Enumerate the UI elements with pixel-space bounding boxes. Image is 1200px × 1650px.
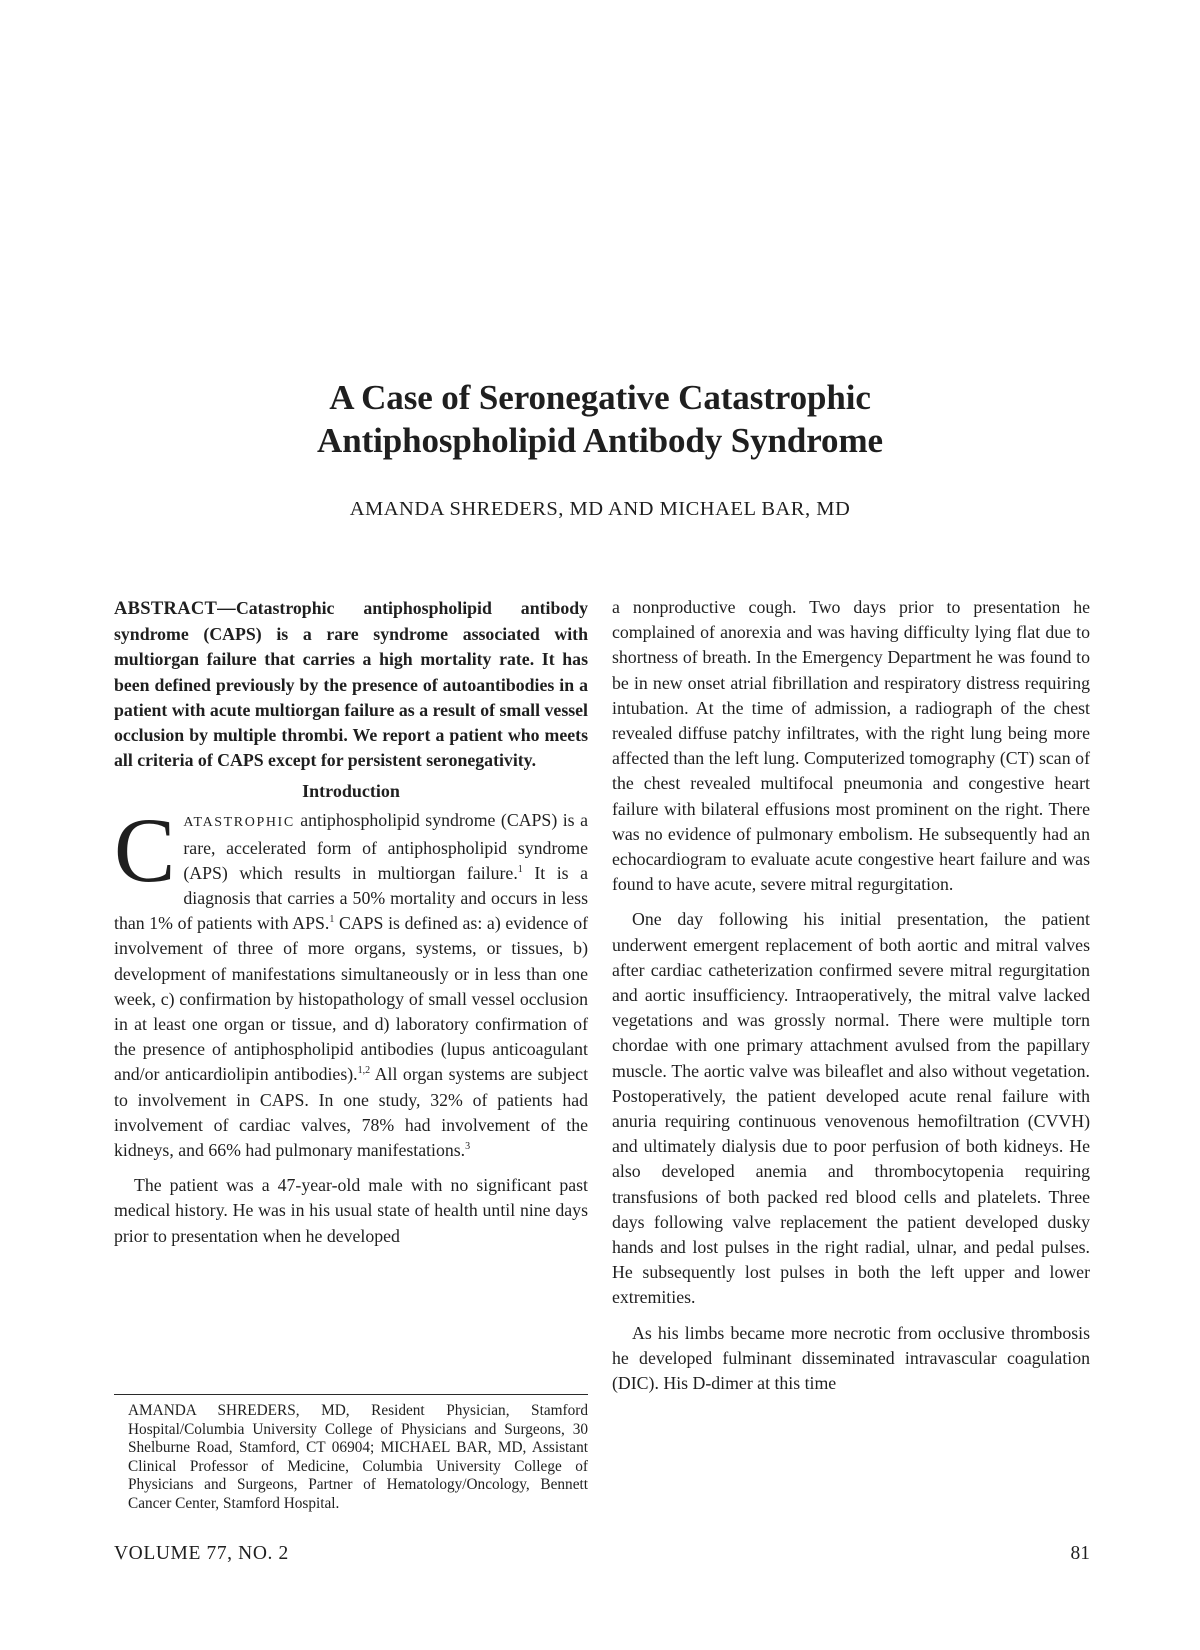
- left-column: [114, 596, 588, 1249]
- abstract-text: Catastrophic antiphospholipid antibody syndrome (CAPS) is a rare syndrome associated with multiorgan failure that carries a high mortality rate. It has been defined previously by the presence of autoantibodies in a patient with acute multiorgan failure as a result of small vessel occlusion by multiple thrombi. We report a patient who meets all criteria of CAPS except for persistent seronegativity.: [114, 598, 588, 771]
- citation-ref: 1,2: [357, 1065, 371, 1077]
- introduction-heading: Introduction: [302, 781, 400, 802]
- case-paragraph-2: One day following his initial presentation, the patient underwent emergent replacement of both aortic and mitral valves after cardiac catheterization confirmed severe mitral regurgitation and aortic insufficiency. Intraoperatively, the mitral valve lacked vegetations and was grossly normal. There were multiple torn chordae with one primary attachment avulsed from the papillary muscle. The aortic valve was bileaflet and also without vegetation. Postoperatively, the patient developed acute renal failure with anuria requiring continuous venovenous hemofiltration (CVVH) and ultimately dialysis due to poor perfusion of both kidneys. He also developed anemia and thrombocytopenia requiring transfusions of both packed red blood cells and platelets. Three days following valve replacement the patient developed dusky hands and lost pulses in the right radial, ulnar, and pedal pulses. He subsequently lost pulses in both the left upper and lower extremities.: [612, 909, 1090, 1308]
- introduction-paragraph-1: [114, 799, 589, 1163]
- right-column: [612, 595, 1090, 1396]
- citation-ref: 1: [329, 914, 335, 926]
- abstract: [114, 596, 588, 773]
- citation-ref: 1: [517, 863, 523, 875]
- article-title: [0, 376, 1200, 462]
- citation-ref: 3: [465, 1141, 471, 1153]
- introduction-paragraph-2: The patient was a 47-year-old male with no significant past medical history. He was in his usual state of health until nine days prior to presentation when he developed: [114, 1175, 588, 1246]
- case-paragraph-1: a nonproductive cough. Two days prior to presentation he complained of anorexia and was having difficulty lying flat due to shortness of breath. In the Emergency Department he was found to be in new onset atrial fibrillation and respiratory distress requiring intubation. At the time of admission, a radiograph of the chest revealed diffuse patchy infiltrates, with the right lung being more affected than the left lung. Computerized tomography (CT) scan of the chest revealed multifocal pneumonia and congestive heart failure with bilateral effusions most prominent on the right. There was no evidence of pulmonary embolism. He subsequently had an echocardiogram to evaluate acute congestive heart failure and was found to have acute, severe mitral regurgitation.: [612, 597, 1090, 895]
- case-paragraph-3: As his limbs became more necrotic from occlusive thrombosis he developed fulminant disseminated intravascular coagulation (DIC). His D-dimer at this time: [612, 1322, 1090, 1394]
- footnote-divider: [114, 1394, 588, 1395]
- intro-text-d: All organ systems are subject to involvement in CAPS. In one study, 32% of patients had involvement of cardiac valves, 78% had involvement of the kidneys, and 66% had pulmonary manifestations.: [114, 1064, 589, 1161]
- drop-cap: C: [114, 799, 176, 902]
- abstract-label: ABSTRACT—: [114, 599, 236, 619]
- intro-text-c: CAPS is defined as: a) evidence of involvement of three of more organs, systems, or tissues, b) development of manifestations simultaneously or in less than one week, c) confirmation by histopathology of small vessel occlusion in at least one organ or tissue, and d) laboratory confirmation of the presence of antiphospholipid antibodies (lupus anticoagulant and/or anticardiolipin antibodies).: [114, 913, 589, 1085]
- author-affiliations-footnote: AMANDA SHREDERS, MD, Resident Physician, Stamford Hospital/Columbia University College of Physicians and Surgeons, 30 Shelburne Road, Stamford, CT 06904; MICHAEL BAR, MD, Assistant Clinical Professor of Medicine, Columbia University College of Physicians and Surgeons, Partner of Hematology/Oncology, Bennett Cancer Center, Stamford Hospital.: [128, 1402, 588, 1512]
- volume-number: VOLUME 77, NO. 2: [114, 1543, 289, 1564]
- intro-text-b: It is a diagnosis that carries a 50% mortality and occurs in less than 1% of patients with APS.: [114, 862, 589, 934]
- smallcaps-lead: ATASTROPHIC: [183, 815, 295, 831]
- intro-text-a: antiphospholipid syndrome (CAPS) is a rare, accelerated form of antiphospholipid syndrome (APS) which results in multiorgan failure.: [183, 810, 588, 883]
- title-line-1: A Case of Seronegative Catastrophic: [329, 378, 871, 417]
- page-number: 81: [1070, 1543, 1090, 1564]
- author-byline: AMANDA SHREDERS, MD AND MICHAEL BAR, MD: [349, 498, 851, 520]
- title-line-2: Antiphospholipid Antibody Syndrome: [317, 421, 883, 460]
